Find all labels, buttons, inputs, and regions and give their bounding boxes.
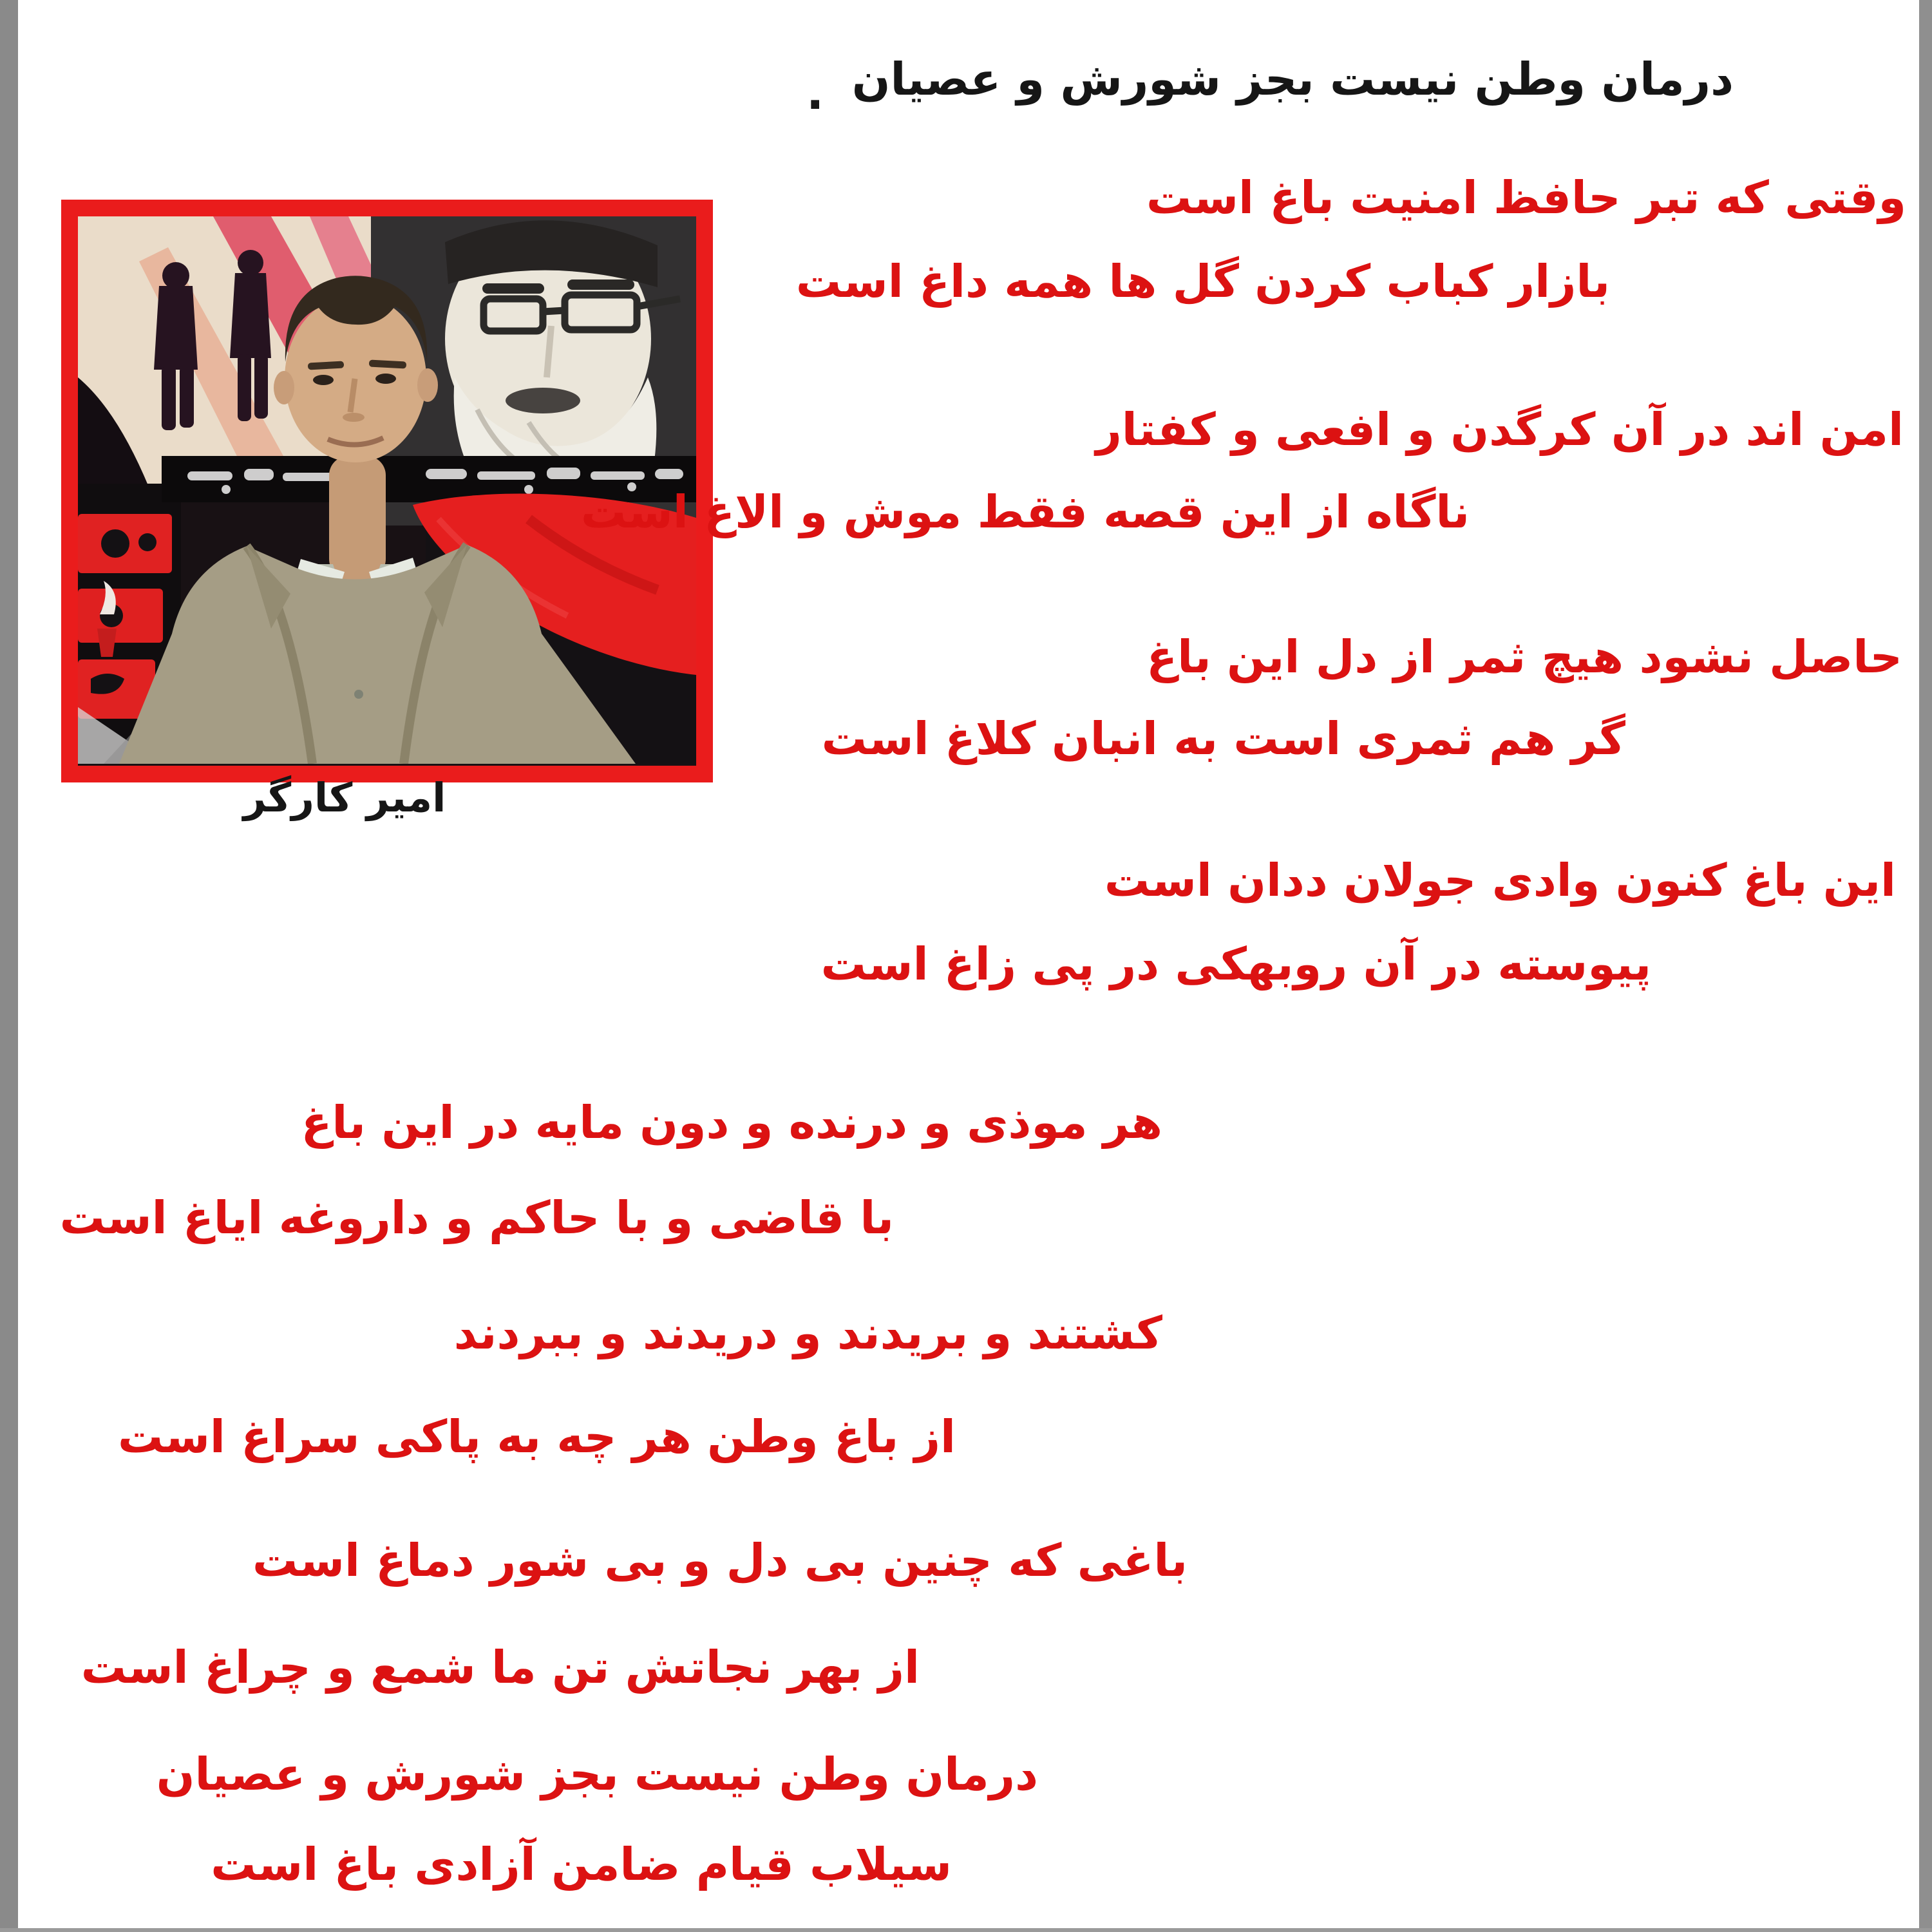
poem-line-16: سیلاب قیام ضامن آزادی باغ است — [211, 1838, 952, 1891]
poem-line-6: گر هم ثمری است به انبان کلاغ است — [821, 712, 1625, 765]
poem-line-5: حاصل نشود هیچ ثمر از دل این باغ — [1146, 630, 1902, 683]
poem-line-7: این باغ کنون وادی جولان ددان است — [1104, 854, 1896, 907]
poem-line-8: پیوسته در آن روبهکی در پی زاغ است — [820, 938, 1651, 990]
window-edge-right — [1919, 0, 1932, 1932]
poem-line-11: کشتند و بریدند و دریدند و ببردند — [453, 1307, 1162, 1359]
window-edge-left — [0, 0, 18, 1932]
window-edge-bottom — [0, 1928, 1932, 1932]
page-title: درمان وطن نیست بجز شورش و عصیان — [851, 53, 1734, 106]
poem-line-2: بازار کباب کردن گل ها همه داغ است — [795, 255, 1610, 308]
photo-caption: امیر کارگر — [243, 774, 446, 821]
poem-line-12: از باغ وطن هر چه به پاکی سراغ است — [117, 1410, 956, 1463]
poem-line-10: با قاضی و با حاکم و داروغه ایاغ است — [59, 1191, 894, 1244]
poem-line-15: درمان وطن نیست بجز شورش و عصیان — [156, 1748, 1038, 1801]
poem-line-13: باغی که چنین بی دل و بی شور دماغ است — [252, 1534, 1188, 1587]
poem-line-4: ناگاه از این قصه فقط موش و الاغ است — [580, 486, 1470, 538]
poem-line-3: امن اند در آن کرگدن و افعی و کفتار — [1095, 403, 1904, 456]
title-period-dot: . — [806, 66, 824, 120]
poem-line-1: وقتی که تبر حافظ امنیت باغ است — [1146, 171, 1906, 224]
poem-line-9: هر موذی و درنده و دون مایه در این باغ — [301, 1096, 1162, 1149]
poem-line-14: از بهر نجاتش تن ما شمع و چراغ است — [80, 1641, 920, 1694]
